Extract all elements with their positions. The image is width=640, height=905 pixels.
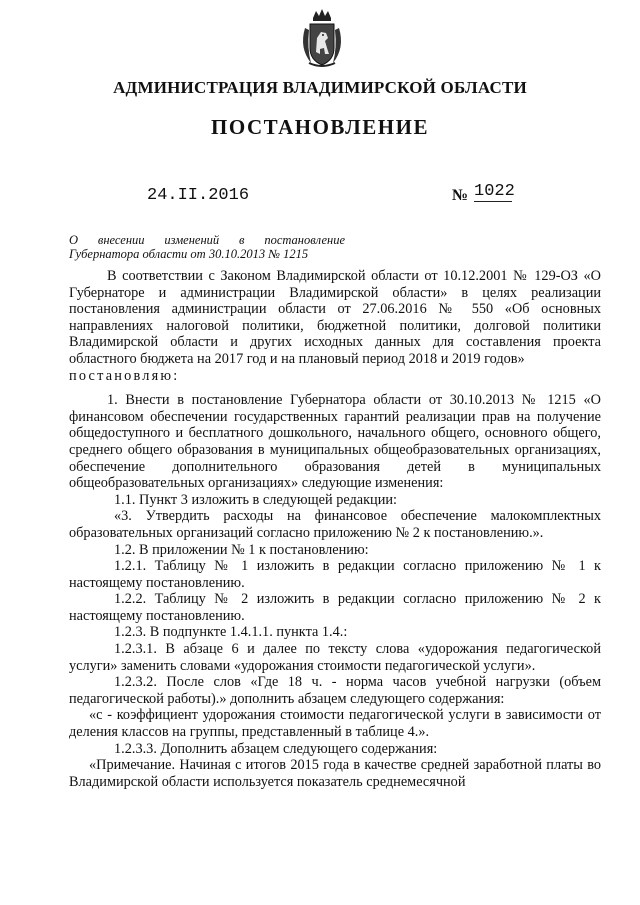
item-1-2-1: 1.2.1. Таблицу № 1 изложить в редакции согласно приложению № 1 к настоящему постановлению.: [69, 558, 601, 591]
number-label: №: [452, 187, 469, 204]
item-1-1-text: «3. Утвердить расходы на финансовое обеспечение малокомплектных образовательных организаций согласно приложению № 2 к постановлению.».: [69, 508, 601, 541]
item-1-2-3-2: 1.2.3.2. После слов «Где 18 ч. - норма часов учебной нагрузки (объем педагогической работы).» дополнить абзацем следующего содержания:: [69, 674, 601, 707]
document-number: 1022: [474, 182, 515, 201]
item-1-2-2: 1.2.2. Таблицу № 2 изложить в редакции согласно приложению № 2 к настоящему постановлению.: [69, 591, 601, 624]
item-1-2-3-3: 1.2.3.3. Дополнить абзацем следующего содержания:: [114, 740, 438, 757]
organization-title: АДМИНИСТРАЦИЯ ВЛАДИМИРСКОЙ ОБЛАСТИ: [113, 78, 527, 97]
decree-word: постановляю:: [69, 367, 180, 384]
document-type-title: ПОСТАНОВЛЕНИЕ: [211, 115, 429, 139]
subject-line-2: Губернатора области от 30.10.2013 № 1215: [69, 247, 309, 261]
item-1-2: 1.2. В приложении № 1 к постановлению:: [114, 541, 369, 558]
document-subject: [69, 233, 345, 261]
note-paragraph: «Примечание. Начиная с итогов 2015 года в качестве средней заработной платы во Владимирской области используется показатель среднемесячной: [69, 757, 601, 790]
coat-of-arms-emblem: [297, 8, 347, 70]
item-1-2-3: 1.2.3. В подпункте 1.4.1.1. пункта 1.4.:: [114, 624, 348, 641]
item-1-2-3-1: 1.2.3.1. В абзаце 6 и далее по тексту слова «удорожания педагогической услуги» заменить словами «удорожания стоимости педагогической услуги».: [69, 641, 601, 674]
item-1-2-3-2-text: «с - коэффициент удорожания стоимости педагогической услуги в зависимости от деления классов на группы, представленный в таблице 4.».: [69, 707, 601, 741]
subject-line-1: О внесении изменений в постановление: [69, 233, 345, 247]
document-date: 24.II.2016: [147, 186, 250, 205]
item-1-1: 1.1. Пункт 3 изложить в следующей редакции:: [114, 491, 397, 508]
document-body: [69, 268, 601, 790]
item-1: 1. Внести в постановление Губернатора области от 30.10.2013 № 1215 «О финансовом обеспечении государственных гарантий реализации прав на получение общедоступного и бесплатного дошкольного, начального общего, основного общего, среднего общего образования в муниципальных общеобразовательных организациях, обеспечение дополнительного образования детей в муниципальных общеобразовательных организациях» следующие изменения:: [69, 392, 601, 492]
preamble-paragraph: В соответствии с Законом Владимирской области от 10.12.2001 № 129-ОЗ «О Губернаторе и администрации Владимирской области» в целях реализации постановления администрации области от 27.06.2016 № 550 «Об основных направлениях налоговой политики, бюджетной политики, долговой политики Владимирской области и других исходных данных для составления проекта областного бюджета на 2017 год и на плановый период 2018 и 2019 годов»: [69, 268, 601, 367]
